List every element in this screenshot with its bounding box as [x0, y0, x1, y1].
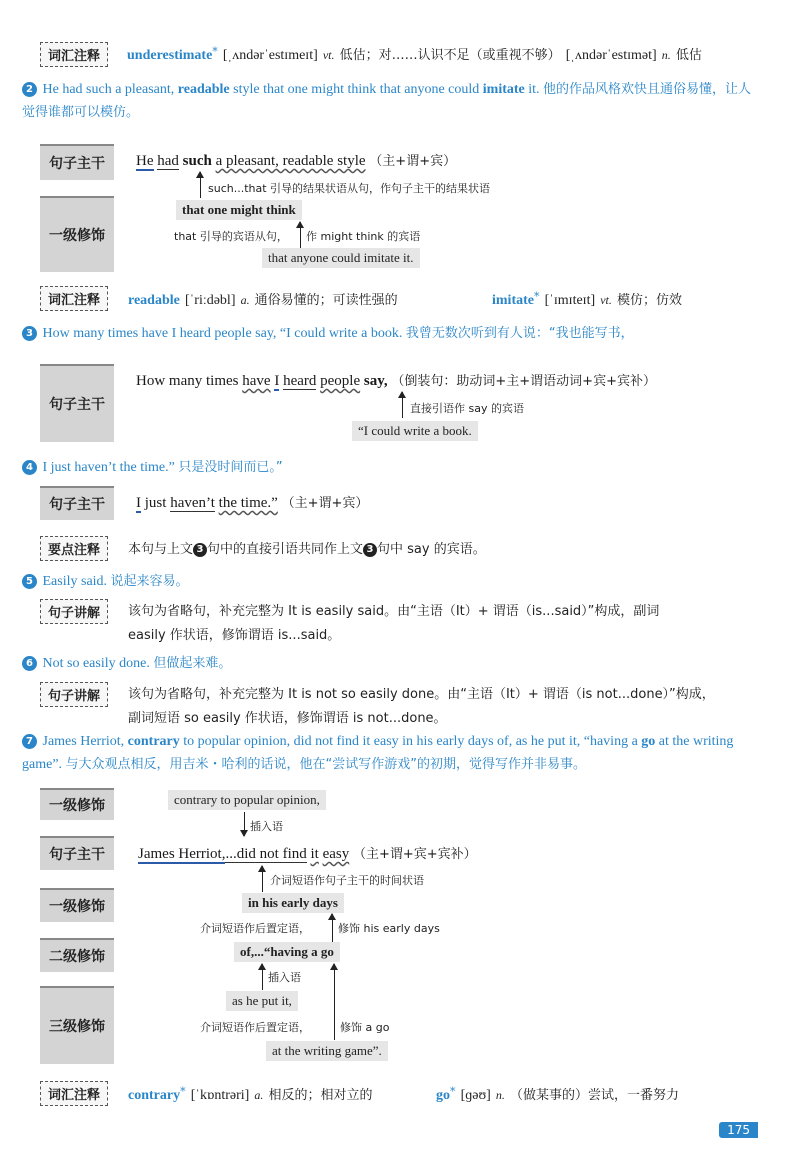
grammar-note: 作 might think 的宾语 — [306, 230, 421, 243]
text: 本句与上文 — [128, 542, 194, 557]
sentence-text: James Herriot, — [42, 734, 125, 749]
star-icon: * — [533, 290, 540, 303]
arrow-down-icon — [244, 812, 245, 836]
text: 句中的直接引语共同作上文 — [207, 542, 364, 557]
vocab-tag: 词汇注释 — [40, 286, 108, 311]
subject: James Herriot, — [138, 846, 226, 862]
pattern-note: （倒装句：助动词+主+谓语动词+宾+宾补） — [391, 374, 656, 389]
verb: heard — [283, 373, 317, 389]
clause-box — [262, 248, 420, 268]
sentence-7 — [22, 730, 762, 776]
keyword: readable — [177, 82, 230, 97]
definition: 低估；对……认识不足（或重视不够） — [339, 48, 561, 63]
verb: ...did not find — [225, 846, 307, 862]
translation: 但做起来难。 — [153, 656, 232, 671]
verb: haven’t — [170, 495, 215, 511]
clause-box — [168, 790, 326, 810]
verb: had — [157, 153, 179, 169]
label-third-modifier: 三级修饰 — [40, 986, 114, 1064]
subject: I — [136, 495, 141, 511]
sentence-number: 7 — [22, 734, 37, 749]
vocab-word: go — [436, 1088, 450, 1103]
sentence-text: He had such a pleasant, — [42, 82, 175, 97]
vocab-word: imitate — [492, 293, 534, 308]
arrow-up-icon — [334, 964, 335, 1040]
keyword: contrary — [127, 734, 180, 749]
grammar-note: 介词短语作句子主干的时间状语 — [270, 874, 424, 887]
vocab-entry-contrary — [128, 1084, 373, 1104]
clause-box — [266, 1041, 388, 1061]
phonetic: [ˈriːdəbl] — [184, 293, 236, 308]
object: it — [310, 846, 319, 862]
clause-box — [242, 893, 344, 913]
explanation — [128, 600, 659, 648]
explanation-line: 该句为省略句，补充完整为 It is not so easily done。由“主语（It）+ 谓语（is not...done）”构成， — [128, 687, 715, 702]
phonetic: [ɡəʊ] — [460, 1088, 491, 1103]
label-first-modifier: 一级修饰 — [40, 196, 114, 272]
translation: 只是没时间而已。” — [178, 460, 283, 475]
keyword: such — [182, 153, 212, 169]
explanation-line: 该句为省略句，补充完整为 It is easily said。由“主语（It）+ 谓语（is...said）”构成，副词 — [128, 604, 660, 619]
sentence-number: 6 — [22, 656, 37, 671]
sentence-3 — [22, 322, 762, 345]
sentence-number: 4 — [22, 460, 37, 475]
sentence-text: Easily said. — [42, 574, 108, 589]
arrow-up-icon — [402, 392, 403, 418]
phonetic: [ˈkɒntrəri] — [190, 1088, 250, 1103]
vocab-tag: 词汇注释 — [40, 1081, 108, 1106]
pos: a. — [254, 1088, 264, 1102]
keyword: imitate — [482, 82, 525, 97]
explain-tag: 句子讲解 — [40, 599, 108, 624]
main-clause — [136, 150, 456, 170]
grammar-note: 直接引语作 say 的宾语 — [410, 402, 524, 415]
page-number: 175 — [719, 1122, 758, 1138]
arrow-up-icon — [200, 172, 201, 198]
clause-text: that anyone could imitate it. — [268, 250, 414, 265]
label-main-clause: 句子主干 — [40, 144, 114, 180]
clause-text: at the writing game”. — [272, 1043, 382, 1058]
word: How many times — [136, 373, 239, 389]
sentence-ref-icon: 3 — [363, 543, 377, 557]
grammar-note: 介词短语作后置定语， — [200, 922, 310, 935]
main-clause — [136, 370, 656, 390]
text: 句中 say 的宾语。 — [377, 542, 486, 557]
label-main-clause: 句子主干 — [40, 486, 114, 520]
sentence-number: 3 — [22, 326, 37, 341]
pos: a. — [240, 293, 250, 307]
subject: He — [136, 153, 154, 169]
vocab-tag: 词汇注释 — [40, 42, 108, 67]
phonetic: [ˌʌndərˈestɪmət] — [565, 48, 657, 63]
definition: 模仿；仿效 — [616, 293, 682, 308]
star-icon: * — [212, 45, 218, 58]
translation: 他的作品风格欢快且通俗易懂，让人觉得谁都可以模仿。 — [22, 82, 752, 120]
pos: n. — [661, 48, 671, 62]
sentence-text: How many times have I heard people say, “I could write a book. — [42, 326, 403, 341]
clause-box — [176, 200, 302, 220]
pos: n. — [495, 1088, 505, 1102]
vocab-word: contrary — [128, 1088, 181, 1103]
complement: say, — [363, 373, 388, 389]
definition: 相反的；相对立的 — [268, 1088, 373, 1103]
vocab-word: underestimate — [127, 48, 213, 63]
definition: 低估 — [675, 48, 702, 63]
vocab-entry-imitate — [492, 289, 682, 309]
vocab-entry-readable — [128, 289, 398, 309]
phonetic: [ˌʌndərˈestɪmeɪt] — [222, 48, 318, 63]
clause-box — [352, 421, 478, 441]
explanation-line: 副词短语 so easily 作状语，修饰谓语 is not...done。 — [128, 711, 447, 726]
arrow-up-icon — [332, 914, 333, 942]
aux-verb: have — [242, 373, 271, 389]
pos: vt. — [322, 48, 335, 62]
clause-box — [226, 991, 298, 1011]
translation: 与大众观点相反，用吉米・哈利的话说，他在“尝试写作游戏”的初期，觉得写作并非易事。 — [65, 757, 587, 772]
pattern-note: （主+谓+宾） — [369, 154, 457, 169]
sentence-text: Not so easily done. — [42, 656, 150, 671]
pattern-note: （主+谓+宾+宾补） — [352, 847, 477, 862]
sentence-text: I just haven’t the time.” — [42, 460, 175, 475]
label-main-clause: 句子主干 — [40, 364, 114, 442]
explain-tag: 句子讲解 — [40, 682, 108, 707]
grammar-note: 介词短语作后置定语， — [200, 1021, 310, 1034]
phonetic: [ˈɪmɪteɪt] — [544, 293, 596, 308]
clause-box — [234, 942, 340, 962]
grammar-note: 插入语 — [250, 820, 283, 833]
arrow-up-icon — [262, 964, 263, 990]
sentence-text: at the writing game”. — [22, 734, 734, 772]
clause-text: contrary to popular opinion, — [174, 792, 320, 807]
sentence-5 — [22, 570, 762, 593]
object: a pleasant, readable style — [215, 153, 366, 169]
label-second-modifier: 二级修饰 — [40, 938, 114, 972]
pos: vt. — [600, 293, 612, 307]
object: the time.” — [218, 495, 278, 511]
sentence-ref-icon: 3 — [193, 543, 207, 557]
clause-text: as he put it, — [232, 993, 292, 1008]
complement: easy — [322, 846, 350, 862]
vocab-word: readable — [128, 293, 180, 308]
sentence-number: 2 — [22, 82, 37, 97]
grammar-note: such...that 引导的结果状语从句，作句子主干的结果状语 — [208, 182, 491, 195]
object: people — [320, 373, 361, 389]
sentence-text: it. — [528, 82, 540, 97]
translation: 我曾无数次听到有人说：“我也能写书， — [405, 326, 634, 341]
explanation — [128, 683, 715, 731]
grammar-note: that 引导的宾语从句， — [174, 230, 288, 243]
translation: 说起来容易。 — [110, 574, 189, 589]
main-clause — [136, 492, 368, 512]
key-point-text — [128, 538, 486, 557]
label-first-modifier: 一级修饰 — [40, 788, 114, 820]
star-icon: * — [450, 1085, 456, 1098]
vocab-entry-go — [436, 1084, 679, 1104]
clause-text: that one might think — [182, 202, 296, 217]
sentence-text: style that one might think that anyone could — [233, 82, 480, 97]
sentence-text: to popular opinion, did not find it easy in his early days of, as he put it, “having a — [183, 734, 638, 749]
vocab-entry-underestimate — [127, 44, 702, 64]
definition: （做某事的）尝试，一番努力 — [510, 1088, 680, 1103]
arrow-up-icon — [300, 222, 301, 250]
grammar-note: 修饰 a go — [340, 1021, 390, 1034]
sentence-6 — [22, 652, 762, 675]
definition: 通俗易懂的；可读性强的 — [254, 293, 398, 308]
label-main-clause: 句子主干 — [40, 836, 114, 870]
subject: I — [274, 373, 280, 389]
explanation-line: easily 作状语，修饰谓语 is...said。 — [128, 628, 341, 643]
sentence-2 — [22, 78, 762, 124]
clause-text: “I could write a book. — [358, 423, 472, 438]
grammar-note: 插入语 — [268, 971, 301, 984]
keyword: go — [641, 734, 656, 749]
key-point-tag: 要点注释 — [40, 536, 108, 561]
main-clause — [138, 843, 477, 863]
sentence-4 — [22, 456, 762, 479]
clause-text: in his early days — [248, 895, 338, 910]
arrow-up-icon — [262, 866, 263, 892]
adverb: just — [144, 495, 167, 511]
label-first-modifier: 一级修饰 — [40, 888, 114, 922]
pattern-note: （主+谓+宾） — [281, 496, 369, 511]
sentence-number: 5 — [22, 574, 37, 589]
clause-text: of,...“having a go — [240, 944, 334, 959]
star-icon: * — [180, 1085, 186, 1098]
grammar-note: 修饰 his early days — [338, 922, 440, 935]
